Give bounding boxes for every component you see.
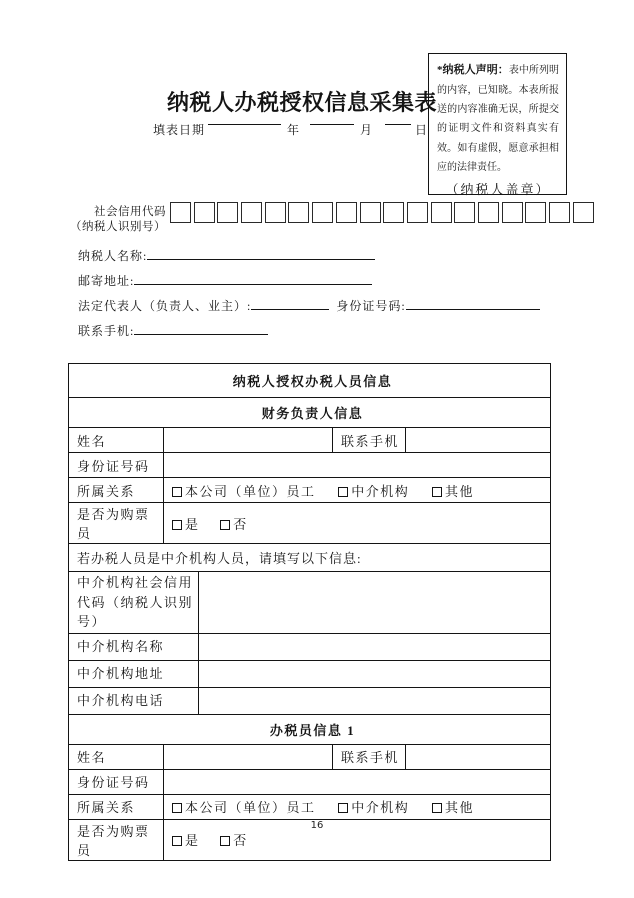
code-box [217,202,238,223]
credit-code-label-line2: （纳税人识别号） [70,221,166,233]
phone-input-cell [406,744,551,769]
year-label: 年 [287,123,301,137]
table-row [69,398,551,428]
table-row [69,572,551,634]
agency-address-input-cell [199,660,551,687]
relation-options-cell [164,794,551,819]
contact-phone-blank-line [134,322,268,335]
credit-code-boxes [170,202,594,223]
date-blank-line [310,124,354,125]
day-label: 日 [415,123,429,137]
code-box [431,202,452,223]
taxpayer-name-blank-line [147,247,375,260]
checkbox-option-agency: 中介机构 [338,800,409,815]
checkbox-icon [172,836,182,846]
table-row [69,453,551,478]
date-blank-line [385,124,411,125]
table-row [69,503,551,544]
checkbox-option-other: 其他 [432,800,474,815]
ticket-buyer-label: 是否为购票员 [69,819,164,860]
taxpayer-name-field [78,247,375,264]
code-box [478,202,499,223]
fill-date-label: 填表日期 [153,123,206,137]
relation-options-cell [164,478,551,503]
contact-phone-field [78,322,268,339]
code-box [288,202,309,223]
taxpayer-name-label: 纳税人名称: [78,249,148,263]
agency-address-label: 中介机构地址 [69,660,199,687]
contact-phone-label: 联系手机: [78,324,135,338]
code-box [573,202,594,223]
table-row [69,633,551,660]
table-row [69,660,551,687]
page-number: 16 [310,820,324,831]
name-input-cell [164,744,333,769]
table-row [69,794,551,819]
code-box [360,202,381,223]
table-row [69,544,551,572]
agency-name-input-cell [199,633,551,660]
code-box [549,202,570,223]
table-title: 纳税人授权办税人员信息 [69,364,551,398]
name-label: 姓名 [69,428,164,453]
authorized-personnel-table [68,363,551,861]
id-number-label: 身份证号码 [69,453,164,478]
agency-note: 若办税人员是中介机构人员，请填写以下信息: [69,544,551,572]
mailing-address-blank-line [134,272,372,285]
table-row [69,687,551,714]
checkbox-icon [172,803,182,813]
legal-rep-label: 法定代表人（负责人、业主）: [78,299,252,313]
code-box [502,202,523,223]
credit-code-label [70,202,166,235]
taxpayer-declaration-box [428,53,567,198]
relation-label: 所属关系 [69,794,164,819]
checkbox-option-agency: 中介机构 [338,484,409,499]
section-heading-clerk1: 办税员信息 1 [69,714,551,744]
form-title: 纳税人办税授权信息采集表 [166,90,437,115]
name-label: 姓名 [69,744,164,769]
name-input-cell [164,428,333,453]
checkbox-icon [172,487,182,497]
table-row [69,769,551,794]
checkbox-option-company-employee: 本公司（单位）员工 [172,800,316,815]
code-box [194,202,215,223]
mailing-address-label: 邮寄地址: [78,274,135,288]
checkbox-option-no: 否 [220,517,248,532]
checkbox-icon [220,836,230,846]
declaration-body: 表中所列明的内容，已知晓。本表所报送的内容准确无误，所提交的证明文件和资料真实有效。如有虚假，愿意承担相应的法律责任。 [437,65,560,173]
ticket-buyer-options-cell [164,503,551,544]
checkbox-icon [432,803,442,813]
table-row [69,364,551,398]
checkbox-icon [338,803,348,813]
checkbox-icon [220,520,230,530]
code-box [336,202,357,223]
code-box [241,202,262,223]
table-row [69,744,551,769]
mailing-address-field [78,272,372,289]
table-row [69,478,551,503]
code-box [312,202,333,223]
legal-rep-field [78,297,540,314]
id-number-label: 身份证号码: [336,299,406,313]
agency-credit-code-input-cell [199,572,551,634]
code-box [454,202,475,223]
section-heading-cfo: 财务负责人信息 [69,398,551,428]
relation-label: 所属关系 [69,478,164,503]
checkbox-option-yes: 是 [172,517,200,532]
date-blank-line [208,124,281,125]
code-box [525,202,546,223]
checkbox-option-other: 其他 [432,484,474,499]
month-label: 月 [360,123,374,137]
id-number-input-cell [164,769,551,794]
code-box [383,202,404,223]
code-box [407,202,428,223]
agency-credit-code-label: 中介机构社会信用代码（纳税人识别号） [69,572,199,634]
checkbox-icon [172,520,182,530]
agency-phone-label: 中介机构电话 [69,687,199,714]
checkbox-option-no: 否 [220,833,248,848]
id-number-label: 身份证号码 [69,769,164,794]
checkbox-option-yes: 是 [172,833,200,848]
checkbox-icon [432,487,442,497]
table-row [69,428,551,453]
agency-name-label: 中介机构名称 [69,633,199,660]
fill-date-row [153,121,428,138]
legal-rep-blank-line [251,297,329,310]
table-row [69,714,551,744]
declaration-lead: *纳税人声明： [437,64,509,76]
id-number-input-cell [164,453,551,478]
checkbox-icon [338,487,348,497]
code-box [265,202,286,223]
credit-code-label-line1: 社会信用代码 [94,206,166,218]
agency-phone-input-cell [199,687,551,714]
checkbox-option-company-employee: 本公司（单位）员工 [172,484,316,499]
code-box [170,202,191,223]
phone-input-cell [406,428,551,453]
ticket-buyer-label: 是否为购票员 [69,503,164,544]
phone-label: 联系手机 [333,428,406,453]
id-number-blank-line [406,297,540,310]
phone-label: 联系手机 [333,744,406,769]
taxpayer-stamp-label: （纳税人盖章） [445,182,551,198]
credit-code-section [70,202,594,235]
